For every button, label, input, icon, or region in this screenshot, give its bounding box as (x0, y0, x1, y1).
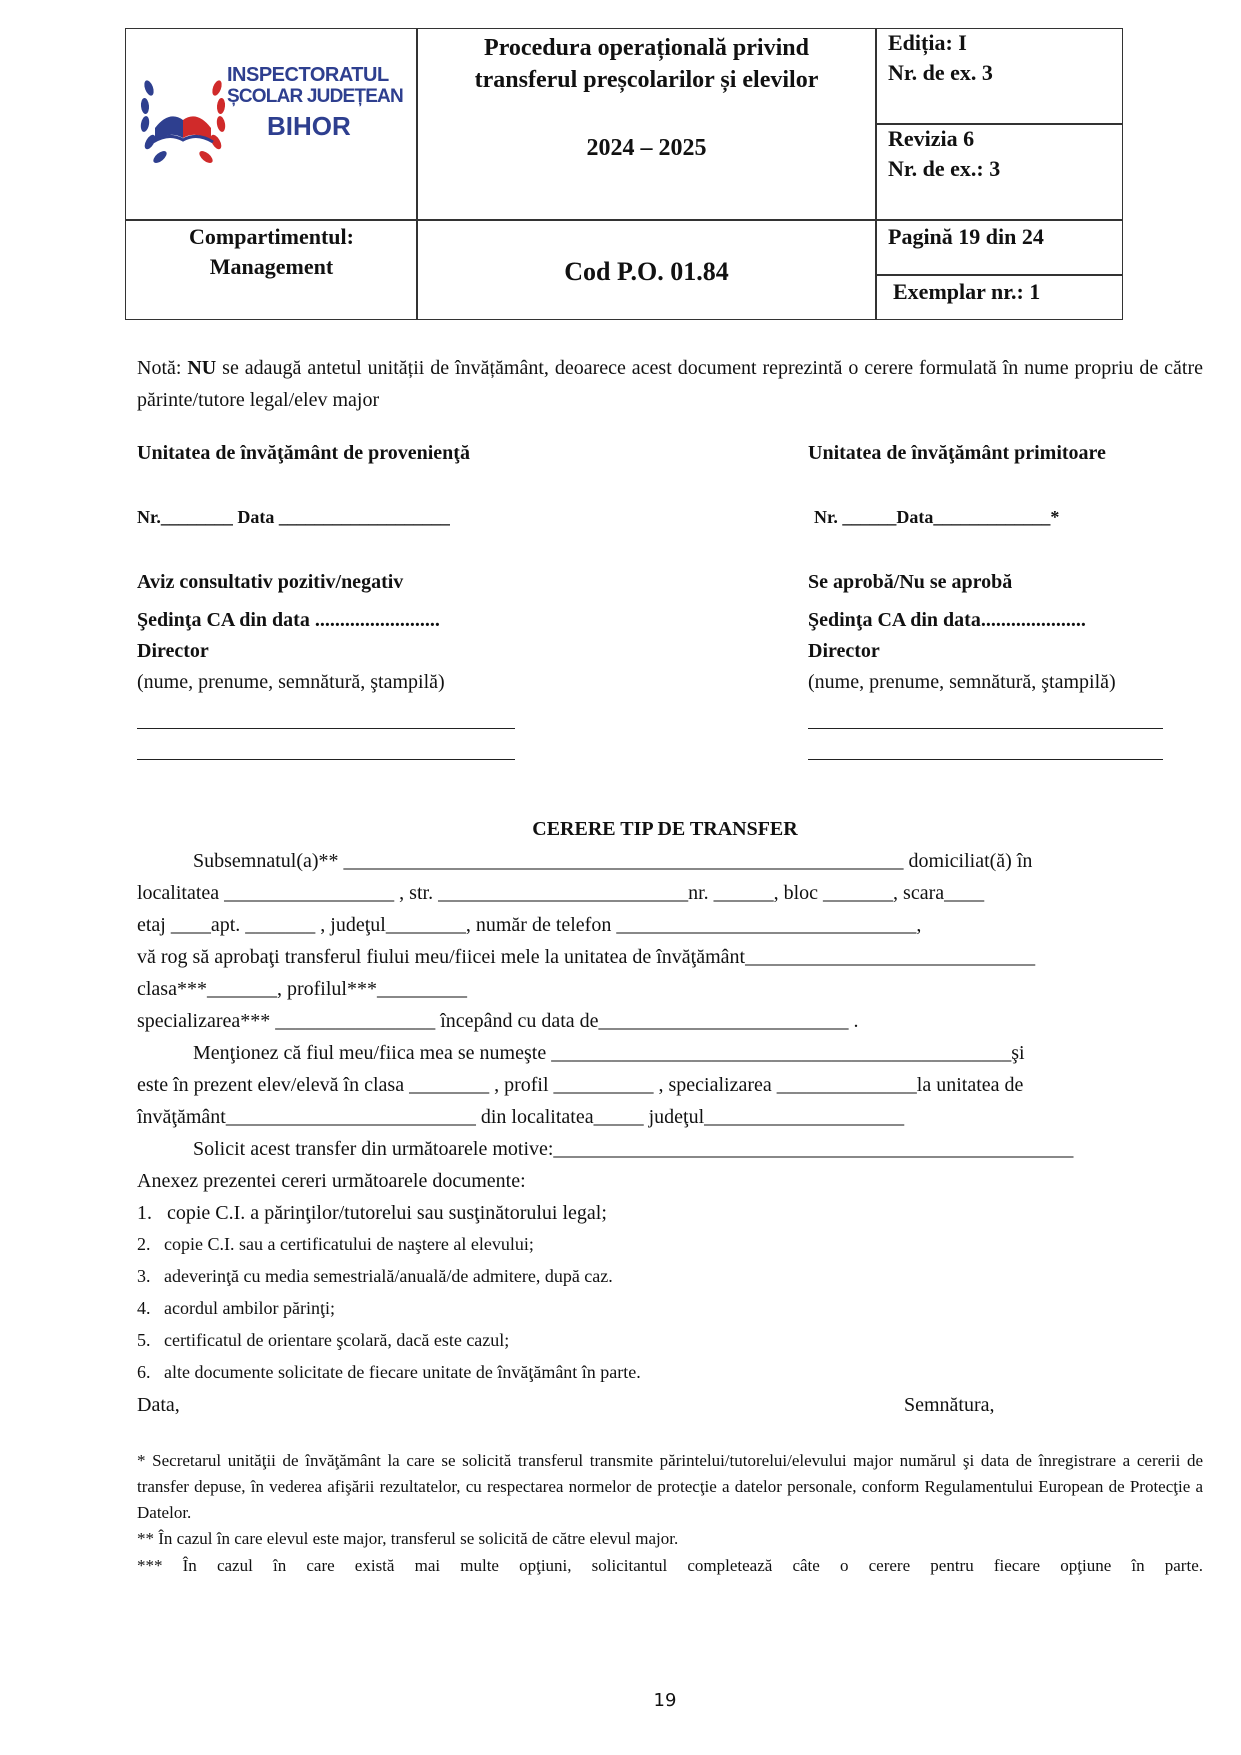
form-line-request: vă rog să aprobaţi transferul fiului meu/fiicei mele la unitatea de învăţământ_____________________________ (137, 946, 1036, 968)
edition-copies: Nr. de ex. 3 (888, 60, 993, 85)
doc-item-5: 5. certificatul de orientare şcolară, dacă este cazul; (137, 1330, 510, 1350)
department-label: Compartimentul: (189, 224, 354, 249)
revision-copies: Nr. de ex.: 3 (888, 156, 1001, 181)
procedure-year: 2024 – 2025 (586, 135, 707, 161)
origin-signature-line-1 (137, 728, 515, 729)
procedure-code: Cod P.O. 01.84 (564, 257, 729, 286)
form-line-class: clasa***_______, profilul***_________ (137, 978, 467, 1000)
page-info: Pagină 19 din 24 (888, 224, 1044, 249)
receiving-approval: Se aprobă/Nu se aprobă (808, 571, 1013, 593)
revision-info (888, 124, 1000, 184)
form-line-reasons: Solicit acest transfer din următoarele motive:____________________________________________________ (193, 1138, 1074, 1160)
doc-item-6: 6. alte documente solicitate de fiecare unitate de învăţământ în parte. (137, 1362, 641, 1382)
signature-label: Semnătura, (904, 1394, 995, 1416)
origin-director: Director (137, 640, 209, 662)
receiving-signature-line-2 (808, 759, 1163, 760)
footnote-2: ** În cazul în care elevul este major, transferul se solicită de către elevul major. (137, 1529, 679, 1548)
form-line-child-name: Menţionez că fiul meu/fiica mea se numeşte ______________________________________________şi (193, 1042, 1025, 1064)
form-line-current-class: este în prezent elev/elevă în clasa ________ , profil __________ , specializarea ______________la unitatea de (137, 1074, 1024, 1096)
receiving-nr-date: Nr. ______Data_____________* (814, 507, 1060, 527)
department-value: Management (209, 254, 334, 279)
edition-info (888, 28, 993, 88)
origin-signature-hint: (nume, prenume, semnătură, ştampilă) (137, 671, 445, 693)
doc-item-2: 2. copie C.I. sau a certificatului de naştere al elevului; (137, 1234, 534, 1254)
exemplar-info: Exemplar nr.: 1 (893, 279, 1041, 304)
doc-item-4: 4. acordul ambilor părinţi; (137, 1298, 335, 1318)
note-bold: NU (187, 357, 217, 379)
receiving-sedinta: Şedinţa CA din data..................... (808, 609, 1086, 631)
note-text: se adaugă antetul unității de învățământ, deoarece acest document reprezintă o cerere formulată în nume propriu de către părinte/tutore legal/elev major (137, 357, 1203, 411)
logo-line-3: BIHOR (267, 111, 351, 141)
form-line-current-unit: învăţământ_________________________ din localitatea_____ judeţul____________________ (137, 1106, 905, 1128)
logo-line-1: INSPECTORATUL (227, 64, 389, 86)
note-prefix: Notă: (137, 357, 188, 379)
origin-signature-line-2 (137, 759, 515, 760)
receiving-director: Director (808, 640, 880, 662)
origin-unit-heading: Unitatea de învăţământ de provenienţă (137, 442, 470, 464)
logo-line-2: ȘCOLAR JUDEȚEAN (227, 86, 403, 107)
logo-text (227, 64, 407, 144)
department (125, 222, 418, 282)
form-line-floor-phone: etaj ____apt. _______ , judeţul________, număr de telefon ______________________________, (137, 914, 922, 936)
header-table (125, 28, 1123, 320)
date-label: Data, (137, 1394, 180, 1416)
origin-nr-date: Nr.________ Data ___________________ (137, 507, 450, 527)
form-line-address: localitatea _________________ , str. _________________________nr. ______, bloc _______, scara____ (137, 882, 985, 904)
receiving-unit-heading: Unitatea de învăţământ primitoare (808, 442, 1106, 464)
form-line-applicant: Subsemnatul(a)** ________________________________________________________ domiciliat(ă) în (193, 850, 1033, 872)
origin-aviz: Aviz consultativ pozitiv/negativ (137, 571, 404, 593)
note-paragraph (137, 352, 1203, 416)
procedure-title-line-2: transferul preșcolarilor și elevilor (474, 67, 819, 93)
doc-item-1: 1. copie C.I. a părinţilor/tutorelui sau susţinătorului legal; (137, 1202, 607, 1224)
edition-label: Ediția: I (888, 30, 967, 55)
revision-label: Revizia 6 (888, 126, 975, 151)
procedure-title (416, 32, 877, 96)
inspectorat-logo-icon (135, 58, 231, 184)
footnote-3: *** În cazul în care există mai multe opţiuni, solicitantul completează câte o cerere pentru fiecare opţiune în parte. (137, 1556, 1203, 1575)
receiving-signature-hint: (nume, prenume, semnătură, ştampilă) (808, 671, 1116, 693)
procedure-title-line-1: Procedura operațională privind (484, 35, 809, 61)
origin-sedinta: Şedinţa CA din data ......................... (137, 609, 440, 631)
form-line-annex: Anexez prezentei cereri următoarele documente: (137, 1170, 526, 1192)
doc-item-3: 3. adeverinţă cu media semestrială/anuală/de admitere, după caz. (137, 1266, 613, 1286)
footnote-1: * Secretarul unităţii de învăţământ la care se solicită transferul transmite părintelui/tutorelui/elevului major numărul şi data de înregistrare a cererii de transfer depuse, în vederea afişării rezultatelor, cu respectarea normelor de protecţie a datelor personale, conform Regulamentului European de Protecţie a Datelor. (137, 1451, 1203, 1522)
form-line-specialization: specializarea*** ________________ începând cu data de_________________________ . (137, 1010, 859, 1032)
receiving-signature-line-1 (808, 728, 1163, 729)
form-title: CERERE TIP DE TRANSFER (532, 818, 798, 840)
page-number: 19 (653, 1690, 677, 1711)
